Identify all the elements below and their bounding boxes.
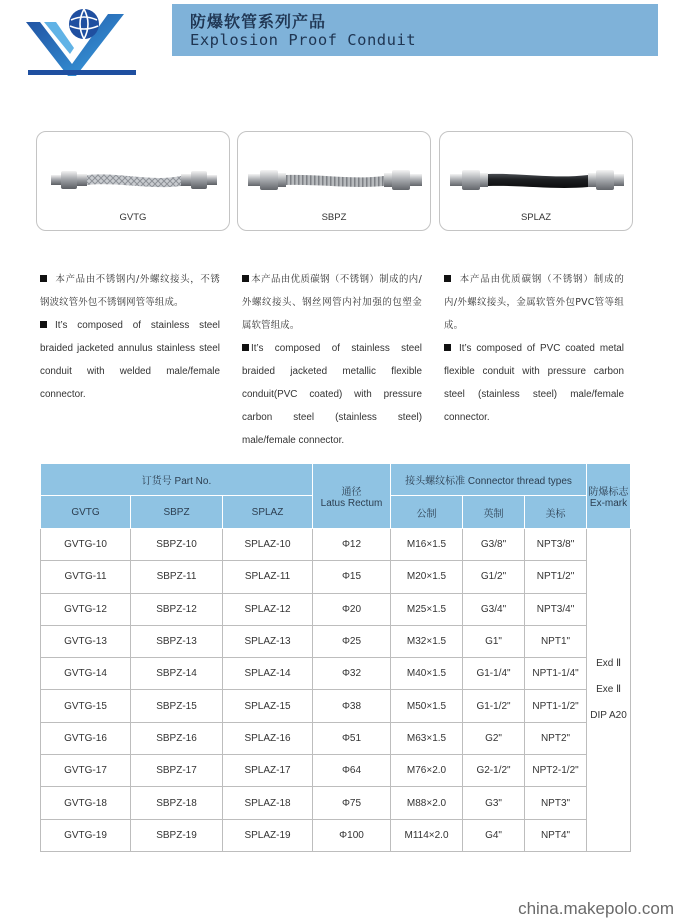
table-row — [41, 722, 631, 754]
description-cn: 本产品由优质碳钢（不锈钢）制成的内/外螺纹接头、钢丝网管内衬加强的包塑金属软管组成。 — [242, 274, 422, 331]
ex-mark-line: DIP A20 — [590, 709, 627, 721]
company-logo-icon — [26, 4, 138, 78]
sbpz-cell: SBPZ-13 — [131, 625, 223, 657]
description-en: It’s composed of PVC coated metal flexible conduit with pressure carbon steel (stainless steel) male/female connector. — [444, 343, 624, 423]
splaz-cell: SPLAZ-15 — [223, 690, 313, 722]
bullet-icon — [40, 321, 47, 328]
ex-mark-cell — [587, 529, 631, 852]
pvc-conduit-icon — [444, 160, 630, 200]
splaz-cell: SPLAZ-13 — [223, 625, 313, 657]
metric-cell: M88×2.0 — [391, 787, 463, 819]
gvtg-cell: GVTG-11 — [41, 561, 131, 593]
splaz-cell: SPLAZ-10 — [223, 529, 313, 561]
metric-cell: M50×1.5 — [391, 690, 463, 722]
description-en: It’s composed of stainless steel braided jacketed annulus stainless steel conduit with welded male/female connector. — [40, 320, 220, 400]
header-part-no: 订货号 Part No. — [41, 464, 313, 496]
american-cell: NPT3/8" — [525, 529, 587, 561]
latus-cell: Φ75 — [313, 787, 391, 819]
latus-cell: Φ12 — [313, 529, 391, 561]
metric-cell: M16×1.5 — [391, 529, 463, 561]
spec-table — [40, 463, 631, 852]
product-card-splaz — [439, 131, 633, 231]
splaz-cell: SPLAZ-17 — [223, 755, 313, 787]
american-cell: NPT1-1/4" — [525, 658, 587, 690]
bullet-icon — [444, 344, 451, 351]
imperial-cell: G1/2" — [463, 561, 525, 593]
page-title-en: Explosion Proof Conduit — [190, 31, 417, 49]
table-row — [41, 755, 631, 787]
table-row — [41, 561, 631, 593]
braided-conduit-icon — [41, 160, 227, 200]
latus-cell: Φ100 — [313, 819, 391, 851]
splaz-cell: SPLAZ-12 — [223, 593, 313, 625]
metric-cell: M114×2.0 — [391, 819, 463, 851]
table-row — [41, 658, 631, 690]
product-label: GVTG — [119, 212, 147, 223]
imperial-cell: G3" — [463, 787, 525, 819]
table-row — [41, 625, 631, 657]
gvtg-cell: GVTG-19 — [41, 819, 131, 851]
flexible-conduit-icon — [242, 160, 428, 200]
description-gvtg — [40, 268, 220, 406]
bullet-icon — [242, 344, 249, 351]
description-en: It’s composed of stainless steel braided jacketed metallic flexible conduit(PVC coated) with pressure carbon steel (stainless steel) male/female connector. — [242, 343, 422, 446]
sbpz-cell: SBPZ-15 — [131, 690, 223, 722]
american-cell: NPT3" — [525, 787, 587, 819]
gvtg-cell: GVTG-18 — [41, 787, 131, 819]
splaz-cell: SPLAZ-19 — [223, 819, 313, 851]
table-row — [41, 819, 631, 851]
ex-mark-line: Exd Ⅱ — [596, 657, 621, 669]
gvtg-cell: GVTG-16 — [41, 722, 131, 754]
header-sbpz: SBPZ — [131, 496, 223, 529]
header-ex-mark: 防爆标志 Ex-mark — [587, 464, 631, 529]
header-thread-types: 接头螺纹标准 Connector thread types — [391, 464, 587, 496]
product-label: SBPZ — [321, 212, 347, 223]
metric-cell: M25×1.5 — [391, 593, 463, 625]
american-cell: NPT2-1/2" — [525, 755, 587, 787]
imperial-cell: G3/8" — [463, 529, 525, 561]
description-cn: 本产品由优质碳钢（不锈钢）制成的内/外螺纹接头，金属软管外包PVC管等组成。 — [444, 274, 624, 331]
sbpz-cell: SBPZ-11 — [131, 561, 223, 593]
header-american: 美标 — [525, 496, 587, 529]
american-cell: NPT3/4" — [525, 593, 587, 625]
sbpz-cell: SBPZ-16 — [131, 722, 223, 754]
american-cell: NPT1/2" — [525, 561, 587, 593]
ex-mark-line: Exe Ⅱ — [596, 683, 621, 695]
gvtg-cell: GVTG-14 — [41, 658, 131, 690]
product-card-sbpz — [237, 131, 431, 231]
bullet-icon — [40, 275, 47, 282]
splaz-cell: SPLAZ-14 — [223, 658, 313, 690]
latus-cell: Φ20 — [313, 593, 391, 625]
description-sbpz — [242, 268, 422, 452]
bullet-icon — [242, 275, 249, 282]
gvtg-cell: GVTG-17 — [41, 755, 131, 787]
american-cell: NPT1" — [525, 625, 587, 657]
splaz-cell: SPLAZ-16 — [223, 722, 313, 754]
imperial-cell: G3/4" — [463, 593, 525, 625]
header-bar — [172, 4, 658, 56]
metric-cell: M32×1.5 — [391, 625, 463, 657]
header-splaz: SPLAZ — [223, 496, 313, 529]
sbpz-cell: SBPZ-10 — [131, 529, 223, 561]
metric-cell: M63×1.5 — [391, 722, 463, 754]
latus-cell: Φ32 — [313, 658, 391, 690]
latus-cell: Φ51 — [313, 722, 391, 754]
gvtg-cell: GVTG-12 — [41, 593, 131, 625]
sbpz-cell: SBPZ-17 — [131, 755, 223, 787]
header-latus-rectum: 通径 Latus Rectum — [313, 464, 391, 529]
sbpz-cell: SBPZ-19 — [131, 819, 223, 851]
table-row — [41, 593, 631, 625]
page-title-cn: 防爆软管系列产品 — [190, 12, 327, 31]
sbpz-cell: SBPZ-14 — [131, 658, 223, 690]
metric-cell: M76×2.0 — [391, 755, 463, 787]
latus-cell: Φ25 — [313, 625, 391, 657]
sbpz-cell: SBPZ-12 — [131, 593, 223, 625]
imperial-cell: G1" — [463, 625, 525, 657]
gvtg-cell: GVTG-10 — [41, 529, 131, 561]
description-cn: 本产品由不锈钢内/外螺纹接头，不锈钢波纹管外包不锈钢网管等组成。 — [40, 274, 220, 308]
product-label: SPLAZ — [520, 212, 552, 223]
product-card-gvtg — [36, 131, 230, 231]
table-row — [41, 787, 631, 819]
latus-cell: Φ64 — [313, 755, 391, 787]
watermark: china.makepolo.com — [518, 899, 674, 918]
imperial-cell: G2-1/2" — [463, 755, 525, 787]
table-row — [41, 690, 631, 722]
imperial-cell: G1-1/2" — [463, 690, 525, 722]
splaz-cell: SPLAZ-11 — [223, 561, 313, 593]
metric-cell: M40×1.5 — [391, 658, 463, 690]
description-splaz — [444, 268, 624, 429]
gvtg-cell: GVTG-13 — [41, 625, 131, 657]
bullet-icon — [444, 275, 451, 282]
american-cell: NPT2" — [525, 722, 587, 754]
imperial-cell: G2" — [463, 722, 525, 754]
sbpz-cell: SBPZ-18 — [131, 787, 223, 819]
imperial-cell: G4" — [463, 819, 525, 851]
latus-cell: Φ15 — [313, 561, 391, 593]
table-row — [41, 529, 631, 561]
header-gvtg: GVTG — [41, 496, 131, 529]
metric-cell: M20×1.5 — [391, 561, 463, 593]
american-cell: NPT1-1/2" — [525, 690, 587, 722]
splaz-cell: SPLAZ-18 — [223, 787, 313, 819]
latus-cell: Φ38 — [313, 690, 391, 722]
american-cell: NPT4" — [525, 819, 587, 851]
gvtg-cell: GVTG-15 — [41, 690, 131, 722]
imperial-cell: G1-1/4" — [463, 658, 525, 690]
header-metric: 公制 — [391, 496, 463, 529]
header-imperial: 英制 — [463, 496, 525, 529]
